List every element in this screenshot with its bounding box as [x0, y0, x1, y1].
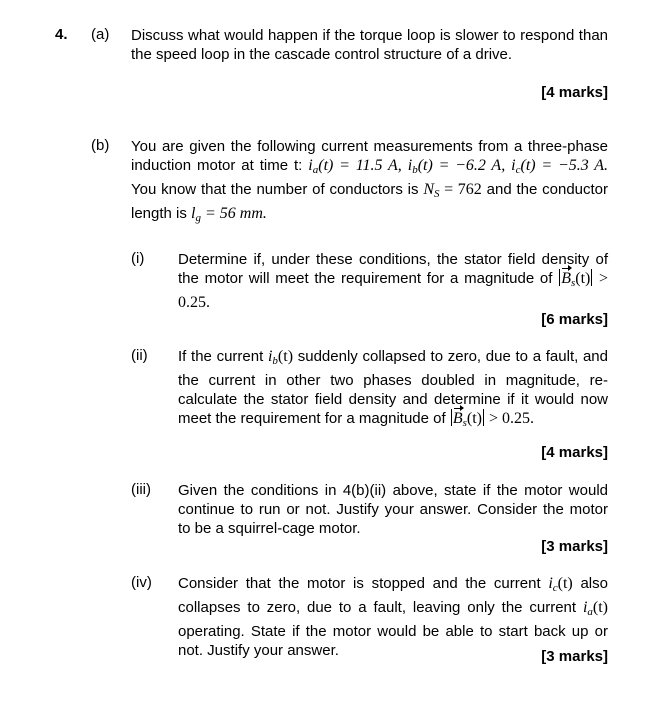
- current-ia-symbol: i: [308, 157, 313, 174]
- sub-ii-text: If the current $i_b(t)$ suddenly collapsed to zero, due to a fault, and the current in other two phases doubled in magnitude, re-calculate the stator field density and determine if it would now meet the requirement for a magnitude of $B_s(t) > 0.25$.: [178, 348, 608, 429]
- sub-iv-text: Consider that the motor is stopped and the current $i_c(t)$ also collapses to zero, due to a fault, leaving only the current $i_a(t)$ operating. State if the motor would be able to start back up or not. Justify your answer.: [178, 575, 608, 659]
- part-b-label: (b): [91, 137, 110, 154]
- part-a-marks: [4 marks]: [541, 84, 608, 101]
- length-symbol: l: [191, 205, 196, 222]
- sub-ii-condition: > 0.25.: [485, 410, 535, 427]
- conductors-symbol: N: [423, 181, 434, 198]
- sub-i-condition: > 0.25.: [178, 270, 608, 311]
- current-ib-symbol: i: [407, 157, 413, 174]
- part-a-label: (a): [91, 26, 110, 43]
- current-ib-value: (t) = −6.2 A,: [417, 157, 506, 174]
- part-b-intro-text-2: You know that the number of conductors is: [131, 181, 419, 198]
- sub-iii-text: Given the conditions in 4(b)(ii) above, state if the motor would continue to run or not. Justify your answer. Consider the motor to be a squirrel-cage motor.: [178, 482, 608, 537]
- conductors-value: = 762: [439, 181, 482, 198]
- part-b-intro: You are given the following current measurements from a three-phase induction motor at time t: $i_a(t) = 11.5$ A, $i_b(t) = -6.2$ A, $i_c(t) = -5.3$ A. You know that the number of conductors is $N_S = 762$ and the conductor length is $l_g = 56$ mm.: [131, 138, 609, 224]
- field-density-vector: B: [561, 270, 571, 287]
- sub-ii-marks: [4 marks]: [541, 444, 608, 461]
- length-value: = 56 mm.: [201, 205, 267, 222]
- question-number: 4.: [55, 26, 68, 43]
- current-ic-value: (t) = −5.3 A.: [520, 157, 609, 174]
- sub-iii-marks: [3 marks]: [541, 538, 608, 555]
- sub-i-label: (i): [131, 250, 145, 267]
- part-a-text: Discuss what would happen if the torque loop is slower to respond than the speed loop in the cascade control structure of a drive.: [131, 27, 608, 63]
- sub-i-text: Determine if, under these conditions, the stator field density of the motor will meet the requirement for a magnitude of $B_s(t) > 0.25$.: [178, 251, 608, 311]
- field-density-vector: B: [452, 410, 463, 427]
- part-b-intro-text-1: You are given the following current measurements from a three-phase induction motor at time t:: [131, 138, 608, 174]
- current-ic-symbol: i: [511, 157, 516, 174]
- sub-iv-marks: [3 marks]: [541, 648, 608, 665]
- current-ia-value: (t) = 11.5 A,: [318, 157, 402, 174]
- sub-ii-label: (ii): [131, 347, 148, 364]
- sub-iii-label: (iii): [131, 481, 151, 498]
- sub-iv-label: (iv): [131, 574, 152, 591]
- part-b-intro-text-3: and the conductor length is: [131, 181, 609, 222]
- sub-i-marks: [6 marks]: [541, 311, 608, 328]
